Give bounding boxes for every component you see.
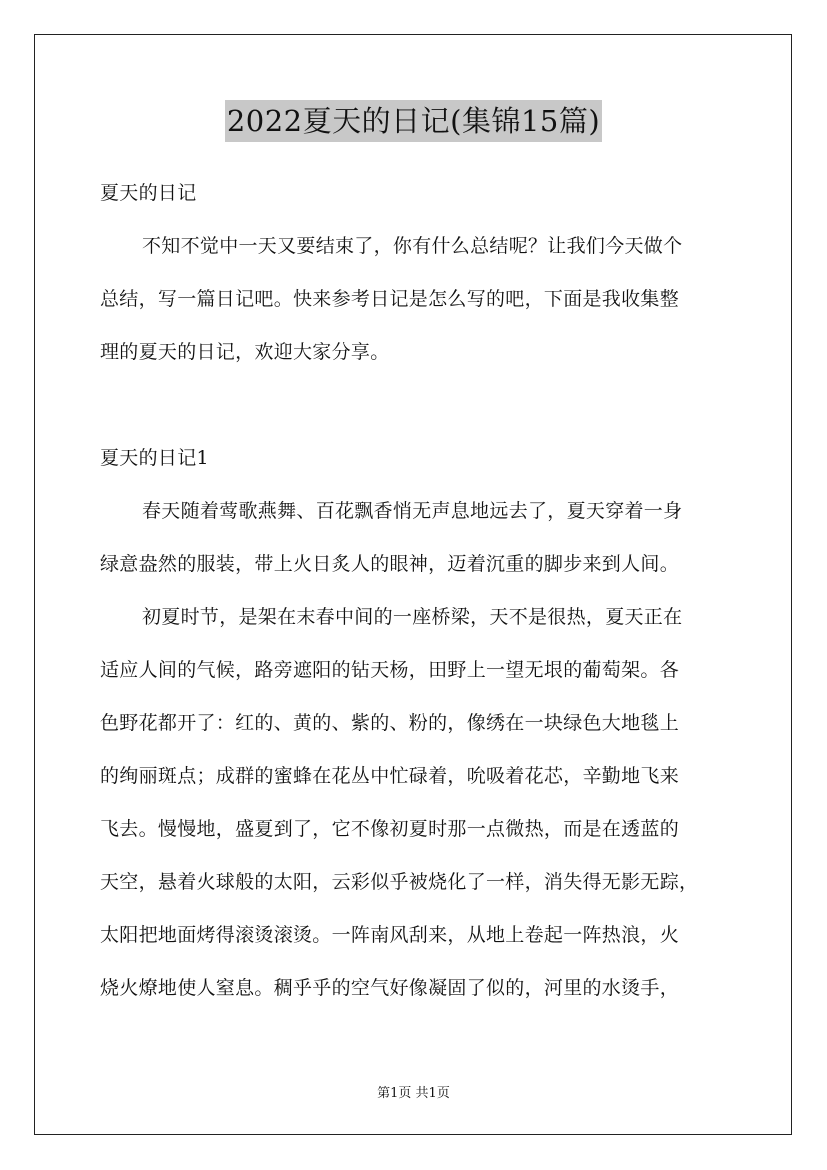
- intro-line: 总结，写一篇日记吧。快来参考日记是怎么写的吧，下面是我收集整: [100, 288, 680, 310]
- paragraph-line: 春天随着莺歌燕舞、百花飘香悄无声息地远去了，夏天穿着一身: [142, 500, 683, 522]
- paragraph-line: 烧火燎地使人窒息。稠乎乎的空气好像凝固了似的，河里的水烫手，: [100, 977, 680, 999]
- paragraph-line: 色野花都开了：红的、黄的、紫的、粉的，像绣在一块绿色大地毯上: [100, 712, 680, 734]
- paragraph-line: 的绚丽斑点；成群的蜜蜂在花丛中忙碌着，吮吸着花芯，辛勤地飞来: [100, 765, 680, 787]
- paragraph-gap: [100, 386, 728, 439]
- paragraph-line: 太阳把地面烤得滚烫滚烫。一阵南风刮来，从地上卷起一阵热浪，火: [100, 924, 680, 946]
- section-heading: 夏天的日记1: [100, 447, 209, 469]
- paragraph-line: 飞去。慢慢地，盛夏到了，它不像初夏时那一点微热，而是在透蓝的: [100, 818, 680, 840]
- paragraph-line: 绿意盎然的服装，带上火日炙人的眼神，迈着沉重的脚步来到人间。: [100, 553, 680, 575]
- document-body: [100, 174, 728, 1022]
- page-footer: 第1页 共1页: [377, 1086, 450, 1101]
- intro-line: 不知不觉中一天又要结束了，你有什么总结呢？让我们今天做个: [142, 235, 683, 257]
- paragraph-line: 天空，悬着火球般的太阳，云彩似乎被烧化了一样，消失得无影无踪，: [100, 871, 699, 893]
- intro-heading: 夏天的日记: [100, 182, 197, 204]
- intro-line: 理的夏天的日记，欢迎大家分享。: [100, 341, 390, 363]
- title-wrap: [0, 100, 827, 142]
- paragraph-line: 适应人间的气候，路旁遮阳的钻天杨，田野上一望无垠的葡萄架。各: [100, 659, 680, 681]
- paragraph-line: 初夏时节，是架在末春中间的一座桥梁，天不是很热，夏天正在: [142, 606, 683, 628]
- document-title[interactable]: 2022夏天的日记(集锦15篇): [225, 100, 602, 142]
